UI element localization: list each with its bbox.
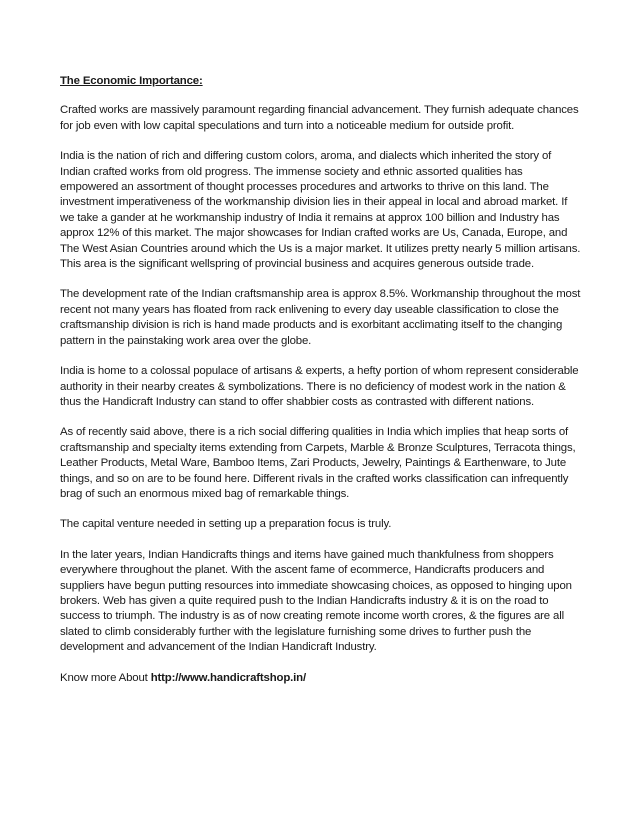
section-heading: The Economic Importance: [60, 75, 203, 87]
paragraph-2: India is the nation of rich and differing custom colors, aroma, and dialects which inherited the story of Indian crafted works from old progress. The immense society and ethnic assorted qualities has empowered an assortment of thought processes procedures and artworks to thrive on this land. The investment imperativeness of the workmanship division lies in their appeal in local and abroad market. If we take a gander at he workmanship industry of India it remains at approx 100 billion and Industry has approx 12% of this market. The major showcases for Indian crafted works are Us, Canada, Europe, and The West Asian Countries around which the Us is a major market. It utilizes pretty nearly 5 million artisans. This area is the significant wellspring of provincial business and acquires generous outside trade. [60, 150, 581, 271]
footer-line [60, 671, 582, 686]
paragraph-6: The capital venture needed in setting up a preparation focus is truly. [60, 518, 392, 531]
paragraph-5: As of recently said above, there is a rich social differing qualities in India which implies that heap sorts of craftsmanship and specialty items extending from Carpets, Marble & Bronze Sculptures, Terracota things, Leather Products, Metal Ware, Bamboo Items, Zari Products, Jewelry, Paintings & Earthenware, to Jute things, and so on are to be found here. Different rivals in the crafted works classification can infrequently brag of such an enormous mixed bag of remarkable things. [60, 426, 576, 500]
footer-prefix: Know more About [60, 671, 151, 684]
paragraph-4: India is home to a colossal populace of artisans & experts, a hefty portion of whom represent considerable authority in their nearby creates & symbolizations. There is no deficiency of modest work in the nation & thus the Handicraft Industry can stand to offer shabbier costs as contrasted with different nations. [60, 365, 579, 408]
paragraph-3: The development rate of the Indian craftsmanship area is approx 8.5%. Workmanship throughout the most recent not many years has floated from rack enlivening to every day useable classification to close the craftsmanship division is rich is hand made products and is exorbitant acclimating itself to the changing pattern in the painstaking work area over the globe. [60, 288, 581, 347]
paragraph-7: In the later years, Indian Handicrafts things and items have gained much thankfulness from shoppers everywhere throughout the planet. With the ascent fame of ecommerce, Handicrafts producers and suppliers have begun putting resources into immediate showcasing choices, as opposed to hinging upon brokers. Web has given a quite required push to the Indian Handicrafts industry & it is on the road to success to triumph. The industry is as of now creating remote income worth crores, & the figures are all slated to climb considerably further with the legislature furnishing some drives to further push the development and advancement of the Indian Handicraft Industry. [60, 548, 572, 654]
document-page [60, 74, 582, 701]
handicraftshop-link[interactable]: http://www.handicraftshop.in/ [150, 671, 307, 684]
paragraph-1: Crafted works are massively paramount regarding financial advancement. They furnish adequate chances for job even with low capital speculations and turn into a noticeable medium for outside profit. [60, 104, 579, 132]
